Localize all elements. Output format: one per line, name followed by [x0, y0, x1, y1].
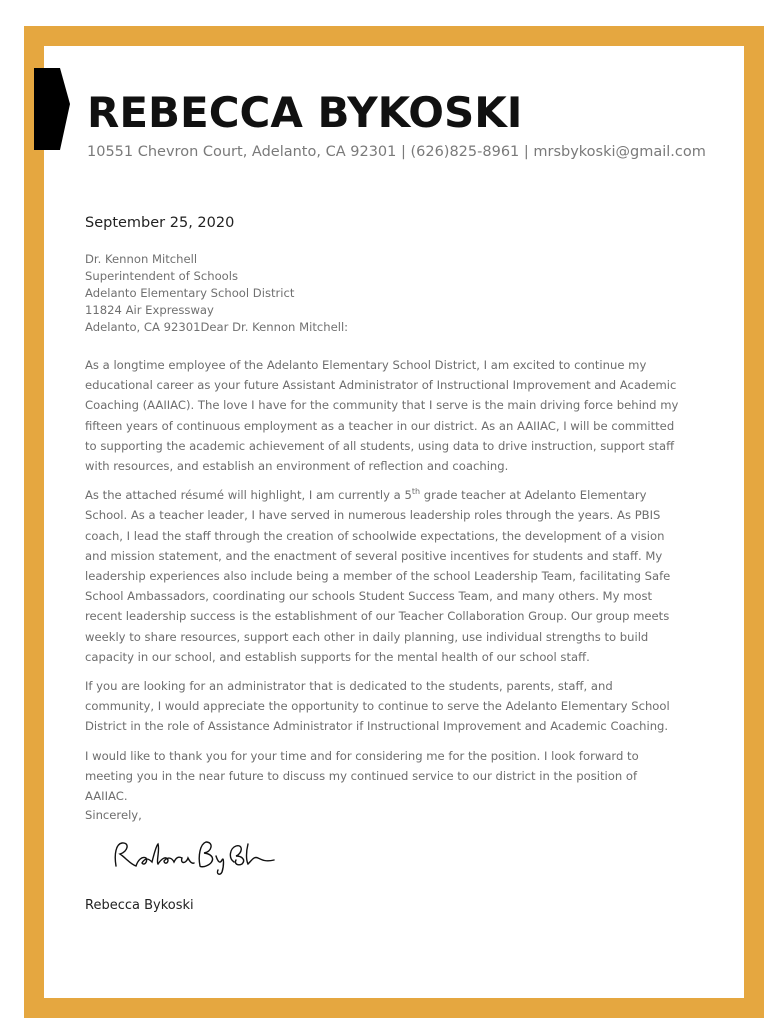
recipient-line: Dr. Kennon Mitchell	[85, 252, 198, 266]
recipient-address	[85, 251, 348, 336]
contact-line: 10551 Chevron Court, Adelanto, CA 92301 | (626)825-8961 | mrsbykoski@gmail.com	[87, 144, 706, 160]
paragraph-intro: As a longtime employee of the Adelanto Elementary School District, I am excited to continue my educational career as your future Assistant Administrator of Instructional Improvement and Academic Coaching (AAIIAC). The love I have for the community that I serve is the main driving force behind my fifteen years of continuous employment as a teacher in our district. As an AAIIAC, I will be committed to supporting the academic achievement of all students, using data to drive instruction, support staff with resources, and establish an environment of reflection and coaching.	[85, 358, 679, 474]
closing: Sincerely,	[85, 808, 142, 822]
paragraph-thanks: I would like to thank you for your time and for considering me for the position. I look forward to meeting you in the near future to discuss my continued service to our district in the position of AAIIAC.	[85, 748, 639, 804]
header-tab-icon	[34, 68, 70, 150]
recipient-line: Adelanto, CA 92301Dear Dr. Kennon Mitchell:	[85, 320, 349, 334]
paragraph-experience-start: As the attached résumé will highlight, I am currently a 5	[85, 488, 412, 503]
paragraph-experience-rest: grade teacher at Adelanto Elementary School. As a teacher leader, I have served in numerous leadership roles through the years. As PBIS coach, I lead the staff through the creation of schoolwide expectations, the development of a vision and mission statement, and the enactment of several positive incentives for students and staff. My leadership experiences also include being a member of the school Leadership Team, facilitating Safe School Ambassadors, coordinating our schools Student Success Team, and many others. My most recent leadership success is the establishment of our Teacher Collaboration Group. Our group meets weekly to share resources, support each other in daily planning, use individual strengths to build capacity in our school, and establish supports for the mental health of our school staff.	[85, 488, 671, 664]
recipient-line: 11824 Air Expressway	[85, 303, 214, 317]
applicant-name: REBECCA BYKOSKI	[87, 88, 523, 137]
letter-body	[85, 355, 683, 815]
ordinal-suffix: th	[411, 487, 421, 497]
signature-icon	[108, 836, 278, 876]
recipient-line: Adelanto Elementary School District	[85, 286, 295, 300]
paragraph-request: If you are looking for an administrator that is dedicated to the students, parents, staff, and community, I would appreciate the opportunity to continue to serve the Adelanto Elementary School District in the role of Assistance Administrator if Instructional Improvement and Academic Coaching.	[85, 679, 670, 734]
signer-name: Rebecca Bykoski	[85, 898, 194, 913]
letter-date: September 25, 2020	[85, 215, 235, 231]
paragraph-experience	[85, 485, 683, 667]
recipient-line: Superintendent of Schools	[85, 269, 239, 283]
